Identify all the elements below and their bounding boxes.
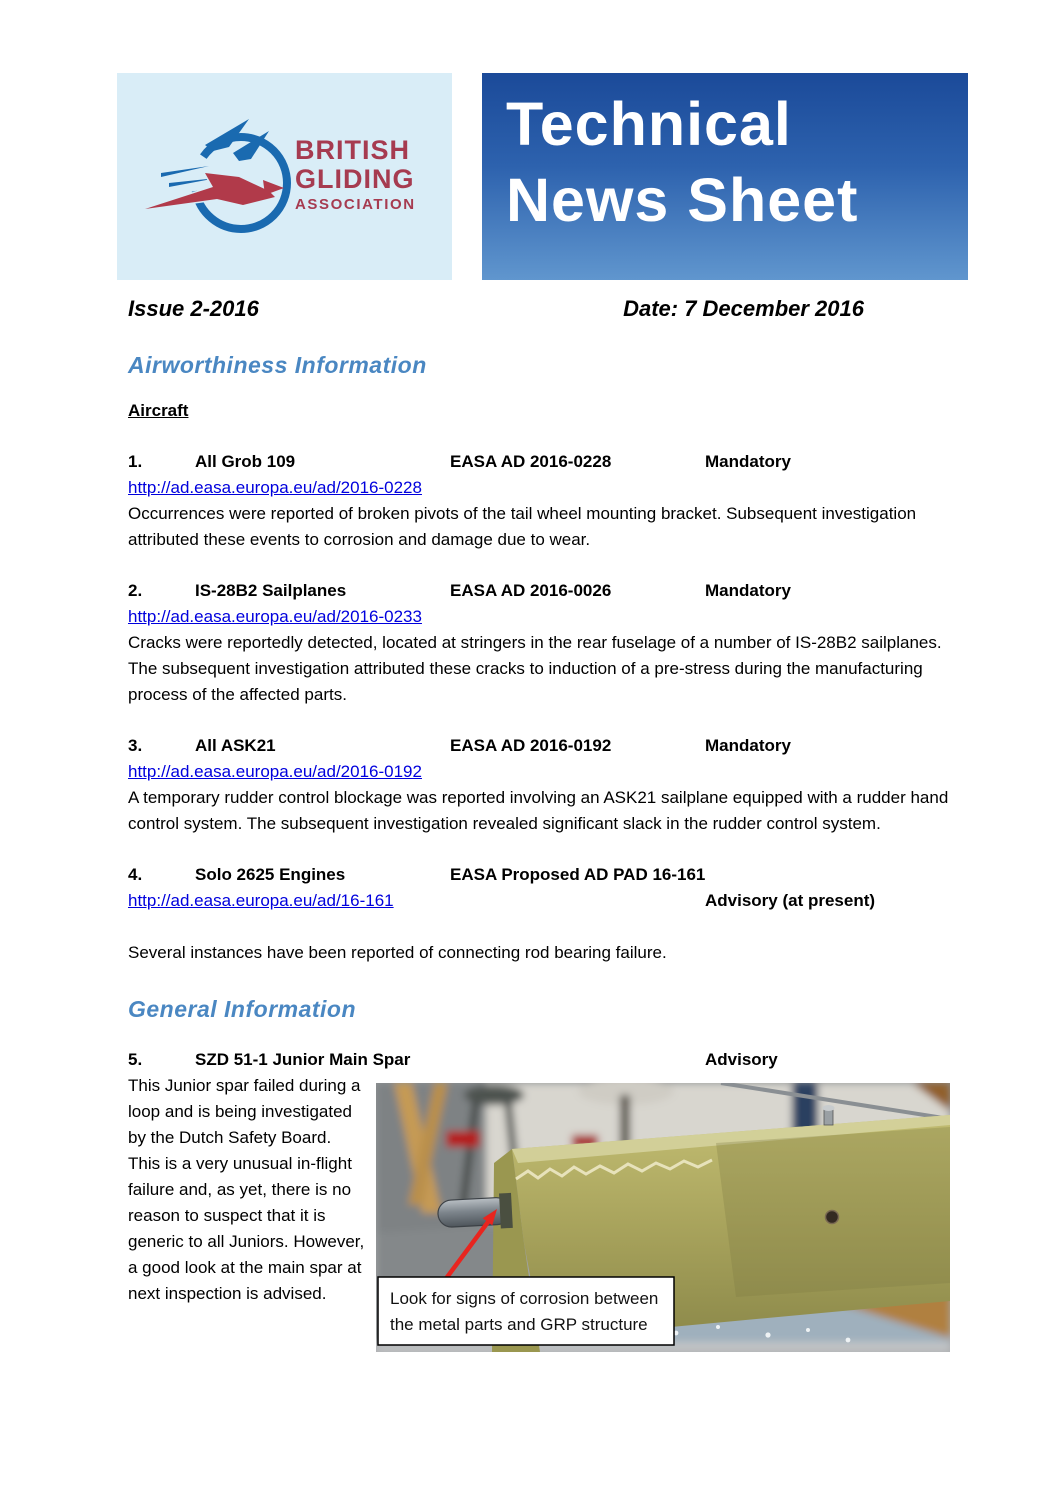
ad-body-2: Cracks were reportedly detected, located at stringers in the rear fuselage of a number of IS-28B2 sailplanes. The subsequent investigation attributed these cracks to induction of a pre-stress during the manufacturing process of the affected parts. xyxy=(128,633,942,704)
screw-head xyxy=(826,1211,839,1224)
ad-item-2 xyxy=(128,578,950,708)
ad-status: Advisory (at present) xyxy=(705,891,876,910)
ad-status: Mandatory xyxy=(705,452,791,471)
ad-number: 3. xyxy=(128,736,143,755)
logo-red-nose xyxy=(263,180,284,195)
ad-item-4-line2 xyxy=(128,888,950,914)
ad-link-3[interactable]: http://ad.easa.europa.eu/ad/2016-0192 xyxy=(128,762,422,781)
ad-link-4[interactable]: http://ad.easa.europa.eu/ad/16-161 xyxy=(128,891,394,910)
ad-number: 1. xyxy=(128,452,143,471)
ad-aircraft-name: IS-28B2 Sailplanes xyxy=(195,581,347,600)
photo-caption-box xyxy=(378,1277,674,1345)
ad-item-2-header xyxy=(128,578,950,604)
ad-body-3: A temporary rudder control blockage was reported involving an ASK21 sailplane equipped with a rudder hand control system. The subsequent investigation revealed significant slack in the rudder control system. xyxy=(128,788,949,833)
item-5-header xyxy=(128,1047,950,1073)
ad-item-3 xyxy=(128,733,950,837)
title-line-1: Technical xyxy=(506,90,792,158)
ad-number: 2. xyxy=(128,581,143,600)
title-line-2: News Sheet xyxy=(506,166,859,234)
ad-aircraft-name: SZD 51-1 Junior Main Spar xyxy=(195,1050,411,1069)
ad-status: Advisory xyxy=(705,1050,778,1069)
spar-photo xyxy=(376,1083,950,1352)
ad-reference: EASA Proposed AD PAD 16-161 xyxy=(450,865,706,884)
ad-link-1[interactable]: http://ad.easa.europa.eu/ad/2016-0228 xyxy=(128,478,422,497)
ad-number: 4. xyxy=(128,865,143,884)
title-banner xyxy=(482,73,968,280)
ad-body-4: Several instances have been reported of connecting rod bearing failure. xyxy=(128,943,667,962)
item-5-row xyxy=(128,1073,950,1352)
date-label: Date: 7 December 2016 xyxy=(623,296,864,321)
ad-body-1: Occurrences were reported of broken pivots of the tail wheel mounting bracket. Subsequent investigation attributed these events to corrosion and damage due to wear. xyxy=(128,504,917,549)
newsletter-title xyxy=(482,73,968,238)
bga-logo-box xyxy=(117,73,452,280)
ad-number: 5. xyxy=(128,1050,143,1069)
logo-line-association: ASSOCIATION xyxy=(295,196,416,213)
ad-status: Mandatory xyxy=(705,581,791,600)
section-general-heading: General Information xyxy=(128,996,357,1022)
top-pin xyxy=(824,1109,833,1125)
ad-item-3-header xyxy=(128,733,950,759)
aircraft-subhead: Aircraft xyxy=(128,401,189,420)
logo-speed-line xyxy=(161,166,209,177)
ad-item-1-header xyxy=(128,449,950,475)
logo-line-gliding: GLIDING xyxy=(295,164,415,194)
ad-reference: EASA AD 2016-0192 xyxy=(450,736,612,755)
photo-caption-line-2: the metal parts and GRP structure xyxy=(390,1315,648,1334)
page-content xyxy=(128,296,950,1352)
photo-caption-line-1: Look for signs of corrosion between xyxy=(390,1289,659,1308)
issue-date-row xyxy=(128,296,864,322)
issue-label: Issue 2-2016 xyxy=(128,296,259,321)
ad-aircraft-name: All ASK21 xyxy=(195,736,276,755)
ad-item-4-header xyxy=(128,862,950,888)
ad-aircraft-name: Solo 2625 Engines xyxy=(195,865,346,884)
ad-link-2[interactable]: http://ad.easa.europa.eu/ad/2016-0233 xyxy=(128,607,422,626)
ad-reference: EASA AD 2016-0026 xyxy=(450,581,612,600)
logo-red-dart xyxy=(145,173,275,209)
ad-item-4 xyxy=(128,862,950,966)
bga-logo-text xyxy=(295,136,416,212)
section-airworthiness-heading: Airworthiness Information xyxy=(128,352,427,378)
ad-item-1 xyxy=(128,449,950,553)
item-5-body: This Junior spar failed during a loop and is being investigated by the Dutch Safety Board. This is a very unusual in-flight failure and, as yet, there is no reason to suspect that it is generic to all Juniors. However, a good look at the main spar at next inspection is advised. xyxy=(128,1076,365,1303)
ad-status: Mandatory xyxy=(705,736,791,755)
ad-aircraft-name: All Grob 109 xyxy=(195,452,296,471)
top-pin-head xyxy=(823,1105,835,1111)
logo-line-british: BRITISH xyxy=(295,135,410,165)
spar-photo-graphic xyxy=(376,1083,950,1352)
ad-reference: EASA AD 2016-0228 xyxy=(450,452,612,471)
